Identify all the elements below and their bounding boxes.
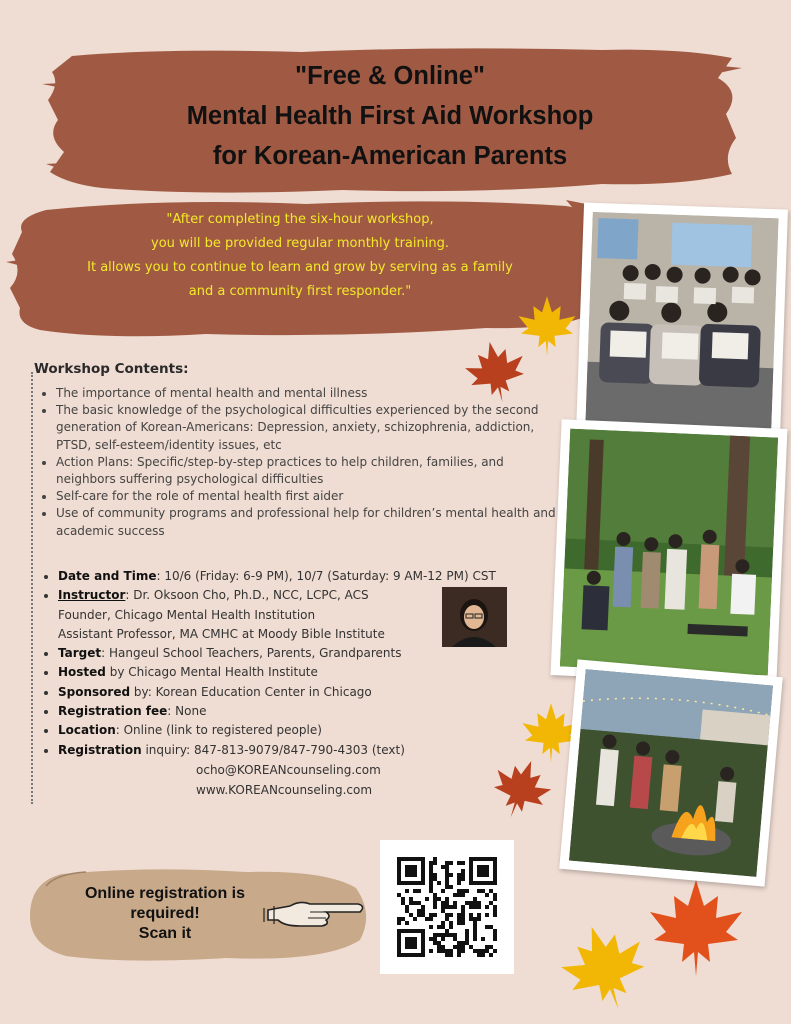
cta-line-1: Online registration is bbox=[84, 885, 246, 902]
email-link[interactable]: ocho@KOREANcounseling.com bbox=[196, 763, 381, 777]
hosted-value: by Chicago Mental Health Institute bbox=[105, 665, 318, 680]
target-value: : Hangeul School Teachers, Parents, Grandparents bbox=[101, 646, 402, 661]
date-label: Date and Time bbox=[58, 569, 157, 583]
workshop-contents-list bbox=[40, 385, 556, 540]
cta-line-3: Scan it bbox=[138, 925, 192, 942]
instructor-portrait bbox=[442, 587, 507, 647]
target-item bbox=[58, 644, 578, 663]
fee-item bbox=[58, 702, 578, 721]
title-line-3: for Korean-American Parents bbox=[212, 142, 568, 170]
list-item: • The basic knowledge of the psychological difficulties experienced by the second generation of Korean-Americans: Depression, anxiety, schizophrenia, addiction, PTSD, self-esteem/identity issues, etc bbox=[56, 402, 556, 454]
location-value: : Online (link to registered people) bbox=[115, 723, 322, 738]
instructor-label: Instructor bbox=[58, 588, 126, 603]
quote-line-1: "After completing the six-hour workshop, bbox=[166, 212, 434, 227]
quote-line-4: and a community first responder." bbox=[188, 284, 412, 299]
photo-classroom-group bbox=[576, 203, 788, 440]
website-link[interactable]: www.KOREANcounseling.com bbox=[196, 782, 373, 797]
registration-qr-code[interactable] bbox=[380, 840, 514, 974]
dotted-divider bbox=[31, 372, 33, 804]
title-line-1: "Free & Online" bbox=[295, 62, 485, 90]
qr-code-pattern bbox=[380, 840, 514, 974]
location-item bbox=[58, 721, 578, 740]
hosted-item bbox=[58, 663, 578, 682]
inquiry-label: Registration bbox=[58, 742, 142, 757]
location-label: Location bbox=[58, 723, 116, 738]
pointing-hand-icon bbox=[260, 892, 368, 932]
photo-campfire bbox=[559, 659, 783, 886]
sponsored-label: Sponsored bbox=[58, 684, 131, 699]
page-title bbox=[60, 56, 720, 176]
inquiry-item bbox=[58, 741, 578, 760]
instructor-value: : Dr. Oksoon Cho, Ph.D., NCC, LCPC, ACS bbox=[125, 588, 369, 603]
registration-callout-text bbox=[52, 884, 278, 944]
workshop-contents-heading: Workshop Contents: bbox=[34, 361, 189, 377]
sponsored-item bbox=[58, 683, 578, 702]
fee-label: Registration fee bbox=[58, 704, 168, 719]
target-label: Target bbox=[58, 646, 102, 661]
quote-line-2: you will be provided regular monthly training. bbox=[151, 236, 449, 251]
maple-leaf-icon bbox=[490, 756, 552, 822]
instructor-title-2: Assistant Professor, MA CMHC at Moody Bible Institute bbox=[58, 626, 385, 641]
inquiry-value: inquiry: 847-813-9079/847-790-4303 (text) bbox=[141, 742, 405, 757]
date-value: : 10/6 (Friday: 6-9 PM), 10/7 (Saturday: 9 AM-12 PM) CST bbox=[156, 569, 496, 583]
cta-line-2: required! bbox=[130, 905, 200, 922]
list-item: • Self-care for the role of mental health first aider bbox=[56, 488, 556, 505]
contact-lines bbox=[196, 761, 381, 800]
quote-text bbox=[30, 208, 570, 304]
list-item: • The importance of mental health and mental illness bbox=[56, 385, 556, 402]
date-time-item bbox=[58, 567, 578, 586]
list-item: • Action Plans: Specific/step-by-step practices to help children, families, and neighbors suffering psychological difficulties bbox=[56, 454, 556, 488]
quote-line-3: It allows you to continue to learn and grow by serving as a family bbox=[87, 260, 513, 275]
list-item: • Use of community programs and professional help for children’s mental health and academic success bbox=[56, 505, 556, 539]
maple-leaf-icon bbox=[646, 876, 746, 980]
instructor-title-1: Founder, Chicago Mental Health Institution bbox=[58, 607, 316, 622]
fee-value: : None bbox=[167, 704, 207, 719]
photo-outdoor-group bbox=[551, 419, 788, 685]
title-line-2: Mental Health First Aid Workshop bbox=[186, 102, 594, 130]
hosted-label: Hosted bbox=[58, 665, 106, 680]
sponsored-value: by: Korean Education Center in Chicago bbox=[130, 684, 372, 699]
maple-leaf-icon bbox=[560, 920, 650, 1016]
